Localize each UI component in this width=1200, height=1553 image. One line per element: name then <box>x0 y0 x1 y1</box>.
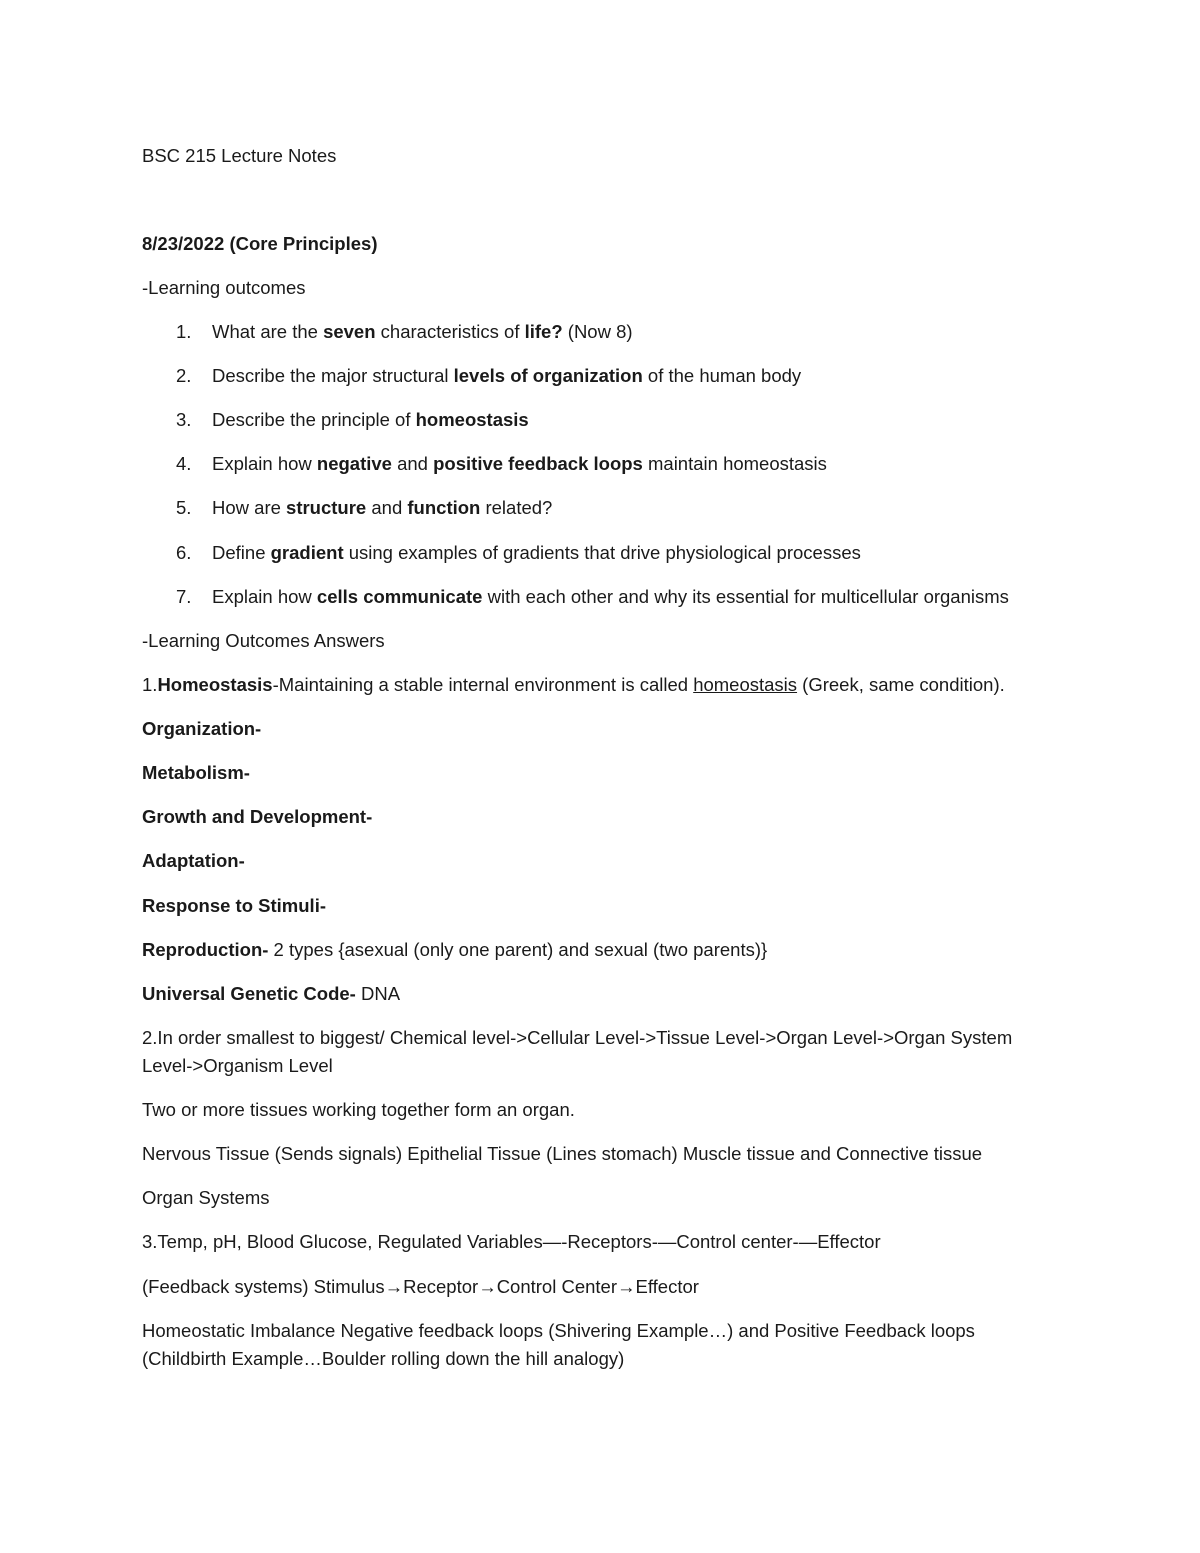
feedback-systems-text: (Feedback systems) Stimulus→Receptor→Control Center→Effector <box>142 1276 699 1297</box>
characteristic-item: Growth and Development- <box>142 806 373 827</box>
outcome-number: 3. <box>176 409 192 430</box>
characteristic-item: Organization- <box>142 718 262 739</box>
answers-label: -Learning Outcomes Answers <box>142 630 385 651</box>
outcome-number: 4. <box>176 453 192 474</box>
learning-outcomes-label: -Learning outcomes <box>142 277 306 298</box>
characteristic-item: Universal Genetic Code- DNA <box>142 983 401 1004</box>
outcome-item: 2. Describe the major structural levels of organization of the human body <box>176 365 802 386</box>
outcome-number: 5. <box>176 497 192 518</box>
answer-1: 1.Homeostasis-Maintaining a stable internal environment is called homeostasis (Greek, same condition). <box>142 674 1005 695</box>
answer-2-line-2: Level->Organism Level <box>142 1055 333 1076</box>
outcome-item: 6. Define gradient using examples of gradients that drive physiological processes <box>176 542 861 563</box>
characteristic-item: Response to Stimuli- <box>142 895 326 916</box>
outcome-item: 1. What are the seven characteristics of life? (Now 8) <box>176 321 633 342</box>
outcome-item: 3. Describe the principle of homeostasis <box>176 409 529 430</box>
outcome-number: 7. <box>176 586 192 607</box>
tissue-types-text: Nervous Tissue (Sends signals) Epithelial Tissue (Lines stomach) Muscle tissue and Connective tissue <box>142 1143 983 1164</box>
document-title: BSC 215 Lecture Notes <box>142 145 337 166</box>
outcome-item: 4. Explain how negative and positive feedback loops maintain homeostasis <box>176 453 827 474</box>
imbalance-line-2: (Childbirth Example…Boulder rolling down the hill analogy) <box>142 1348 625 1369</box>
outcome-number: 2. <box>176 365 192 386</box>
characteristic-item: Adaptation- <box>142 850 245 871</box>
tissues-organ-text: Two or more tissues working together form an organ. <box>142 1099 575 1120</box>
characteristic-item: Metabolism- <box>142 762 250 783</box>
answer-3: 3.Temp, pH, Blood Glucose, Regulated Variables—-Receptors-—Control center-—Effector <box>142 1231 881 1252</box>
organ-systems-text: Organ Systems <box>142 1187 270 1208</box>
outcome-number: 1. <box>176 321 192 342</box>
outcome-item: 5. How are structure and function related? <box>176 497 553 518</box>
outcome-number: 6. <box>176 542 192 563</box>
outcome-item: 7. Explain how cells communicate with each other and why its essential for multicellular organisms <box>176 586 1009 607</box>
answer-2-line-1: 2.In order smallest to biggest/ Chemical level->Cellular Level->Tissue Level->Organ Level->Organ System <box>142 1027 1013 1048</box>
date-heading: 8/23/2022 (Core Principles) <box>142 233 378 254</box>
imbalance-line-1: Homeostatic Imbalance Negative feedback loops (Shivering Example…) and Positive Feedback loops <box>142 1320 975 1341</box>
characteristic-item: Reproduction- 2 types {asexual (only one parent) and sexual (two parents)} <box>142 939 768 960</box>
